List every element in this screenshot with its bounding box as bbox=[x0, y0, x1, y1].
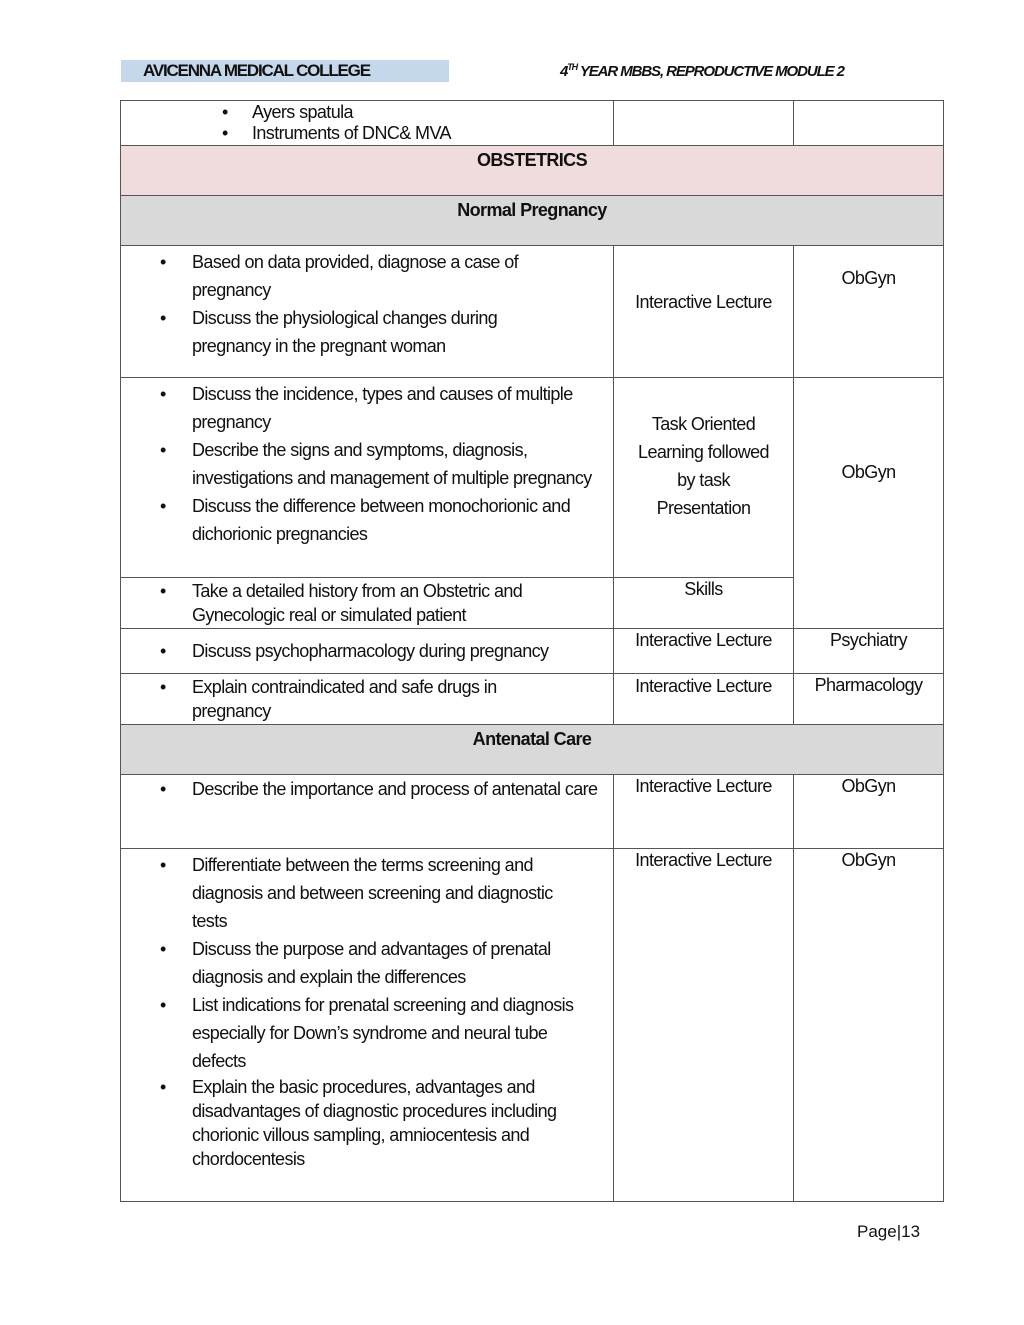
header-college-banner bbox=[121, 60, 449, 82]
objectives-cell bbox=[121, 775, 614, 849]
section-normal-pregnancy: Normal Pregnancy bbox=[121, 196, 944, 246]
department-cell: ObGyn bbox=[794, 378, 944, 629]
list-item: • Discuss psychopharmacology during pregnancy bbox=[122, 639, 612, 663]
department-cell: ObGyn bbox=[794, 849, 944, 1202]
list-item: • Ayers spatula bbox=[122, 102, 612, 123]
method-cell: Interactive Lecture bbox=[614, 629, 794, 674]
objectives-cell bbox=[121, 674, 614, 725]
list-item: • Based on data provided, diagnose a case of pregnancy bbox=[122, 248, 552, 304]
module-year: 4 bbox=[560, 63, 568, 80]
table-row bbox=[121, 674, 944, 725]
list-item: • Take a detailed history from an Obstetric and Gynecologic real or simulated patient bbox=[122, 579, 572, 627]
method-cell: Task Oriented Learning followed by task Presentation bbox=[614, 378, 794, 578]
section-antenatal-care: Antenatal Care bbox=[121, 725, 944, 775]
method-cell: Interactive Lecture bbox=[614, 775, 794, 849]
list-item: • Explain the basic procedures, advantages and disadvantages of diagnostic procedures including chorionic villous sampling, amniocentesis and chordocentesis bbox=[122, 1075, 592, 1171]
department-cell: ObGyn bbox=[794, 775, 944, 849]
department-cell: Psychiatry bbox=[794, 629, 944, 674]
list-item: • Describe the importance and process of antenatal care bbox=[122, 777, 602, 801]
department-cell: ObGyn bbox=[794, 246, 944, 378]
objectives-cell bbox=[121, 378, 614, 578]
department-cell bbox=[794, 101, 944, 146]
table-row bbox=[121, 378, 944, 578]
list-item: • Differentiate between the terms screening and diagnosis and between screening and diagnostic tests bbox=[122, 851, 592, 935]
table-row bbox=[121, 849, 944, 1202]
objectives-cell bbox=[121, 849, 614, 1202]
list-item: • Describe the signs and symptoms, diagnosis, investigations and management of multiple pregnancy bbox=[122, 436, 592, 492]
module-title bbox=[560, 62, 844, 80]
list-item: • Discuss the purpose and advantages of prenatal diagnosis and explain the differences bbox=[122, 935, 592, 991]
method-cell: Interactive Lecture bbox=[614, 849, 794, 1202]
objectives-cell bbox=[121, 578, 614, 629]
list-item: • Discuss the difference between monochorionic and dichorionic pregnancies bbox=[122, 492, 592, 548]
table-row bbox=[121, 775, 944, 849]
list-item: • Instruments of DNC& MVA bbox=[122, 123, 612, 144]
list-item: • Explain contraindicated and safe drugs in pregnancy bbox=[122, 675, 552, 723]
method-cell: Interactive Lecture bbox=[614, 246, 794, 378]
section-row bbox=[121, 146, 944, 196]
department-cell: Pharmacology bbox=[794, 674, 944, 725]
list-item: • List indications for prenatal screening and diagnosis especially for Down’s syndrome and neural tube defects bbox=[122, 991, 592, 1075]
objectives-cell bbox=[121, 629, 614, 674]
table-row bbox=[121, 101, 944, 146]
method-cell: Skills bbox=[614, 578, 794, 629]
list-item: • Discuss the physiological changes during pregnancy in the pregnant woman bbox=[122, 304, 552, 360]
module-name: YEAR MBBS, REPRODUCTIVE MODULE 2 bbox=[577, 63, 844, 80]
college-name: AVICENNA MEDICAL COLLEGE bbox=[143, 61, 370, 80]
objectives-cell bbox=[121, 101, 614, 146]
method-cell bbox=[614, 101, 794, 146]
list-item: • Discuss the incidence, types and causes of multiple pregnancy bbox=[122, 380, 592, 436]
curriculum-table bbox=[120, 100, 944, 1202]
page-number: Page|13 bbox=[857, 1222, 921, 1241]
section-row bbox=[121, 725, 944, 775]
table-row bbox=[121, 629, 944, 674]
method-cell: Interactive Lecture bbox=[614, 674, 794, 725]
section-row bbox=[121, 196, 944, 246]
section-obstetrics: OBSTETRICS bbox=[121, 146, 944, 196]
module-year-suffix: TH bbox=[567, 62, 578, 72]
objectives-cell bbox=[121, 246, 614, 378]
table-row bbox=[121, 246, 944, 378]
